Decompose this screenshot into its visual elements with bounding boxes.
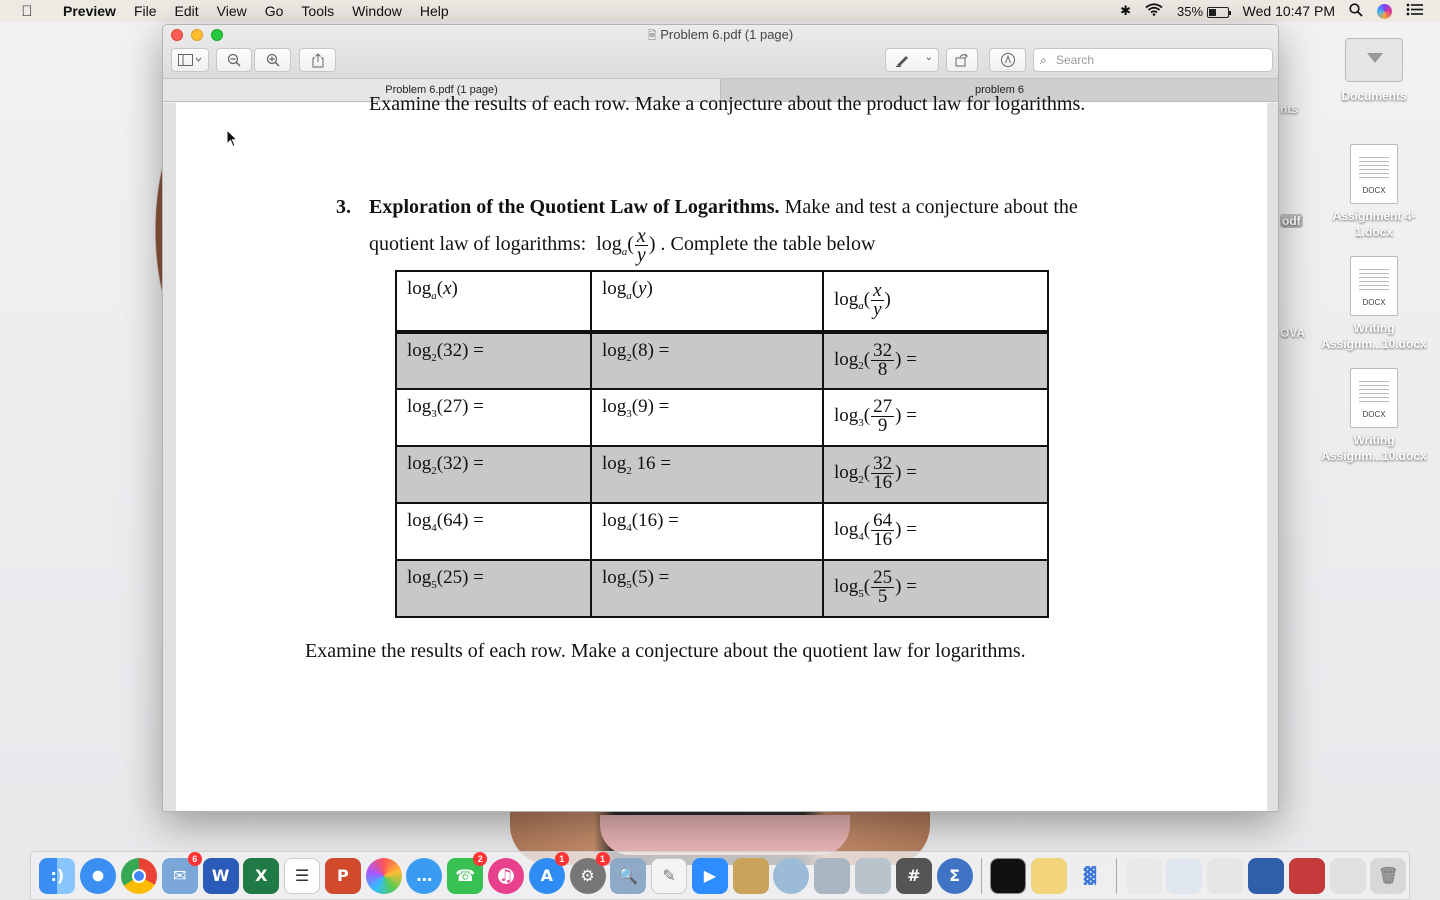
docx-file-icon <box>1350 368 1398 428</box>
markup-pen-button[interactable] <box>885 48 939 72</box>
menu-clock[interactable]: Wed 10:47 PM <box>1242 3 1335 19</box>
zoom-app-icon[interactable]: ▶ <box>692 858 728 894</box>
table-cell: $\log_4(64)$ = <box>396 503 591 560</box>
menu-app-name[interactable]: Preview <box>63 3 116 19</box>
table-cell: $\log_2(8)$ = <box>591 332 823 389</box>
excel-icon[interactable]: X <box>243 858 279 894</box>
share-button[interactable] <box>299 48 336 72</box>
table-header-cell: $\log_a(x)$ <box>396 271 591 332</box>
notification-center-icon[interactable] <box>1406 3 1424 19</box>
siri-icon[interactable] <box>1377 4 1392 19</box>
printer-icon[interactable] <box>855 858 891 894</box>
messages-icon[interactable]: … <box>406 858 442 894</box>
window-titlebar <box>163 25 1278 79</box>
tab-problem-6[interactable]: problem 6 <box>721 79 1278 101</box>
desktop-file-writing-1[interactable] <box>1319 256 1429 352</box>
table-row <box>396 560 1048 617</box>
table-row <box>396 503 1048 560</box>
examine-instruction: Examine the results of each row. Make a conjecture about the quotient law for logarithms. <box>305 640 1026 662</box>
zoom-in-icon <box>266 53 280 67</box>
menu-tools[interactable]: Tools <box>301 3 335 19</box>
grapher-icon[interactable]: Σ <box>937 858 973 894</box>
photos-icon[interactable] <box>366 858 402 894</box>
table-cell: $\log_3$( $\frac{27}{9}$ ) = <box>823 389 1048 446</box>
desktop-icon-label: Writing Assignm...10.docx <box>1321 433 1427 463</box>
table-cell: $\log_2$( $\frac{32}{16}$ ) = <box>823 446 1048 503</box>
sidebar-toggle-button[interactable] <box>171 48 209 72</box>
terminal-icon[interactable] <box>990 858 1026 894</box>
desktop-file-writing-2[interactable] <box>1319 368 1429 464</box>
menu-go[interactable]: Go <box>264 3 284 19</box>
mouse-cursor-icon <box>226 129 238 153</box>
zoom-in-button[interactable] <box>254 48 291 72</box>
chevron-down-icon[interactable]: ⌄ <box>924 52 933 63</box>
table-cell: $\log_3(27)$ = <box>396 389 591 446</box>
table-row <box>396 446 1048 503</box>
question-text: quotient law of logarithms: <box>369 233 587 255</box>
share-icon <box>312 53 324 68</box>
desktop-icon-label: Writing Assignm...10.docx <box>1321 321 1427 351</box>
table-cell: $\log_3(9)$ = <box>591 389 823 446</box>
powerpoint-icon[interactable]: P <box>325 858 361 894</box>
table-header-cell: $\log_a(y)$ <box>591 271 823 332</box>
menu-view[interactable]: View <box>216 3 247 19</box>
numbers-chart-icon[interactable]: ▓ <box>1072 858 1108 894</box>
file-type-badge: DOCX <box>1362 410 1386 419</box>
question-number: 3. <box>336 196 351 218</box>
table-row <box>396 332 1048 389</box>
downloads-stack-icon[interactable] <box>1126 858 1162 894</box>
table-cell: $\log_4(16)$ = <box>591 503 823 560</box>
sidebar-icon <box>178 54 202 66</box>
calendar-stack-icon[interactable] <box>1248 858 1284 894</box>
network-utility-icon[interactable] <box>773 858 809 894</box>
question-text: . Complete the table below <box>660 233 876 255</box>
document-view[interactable] <box>163 93 1278 811</box>
desktop-partial-label: OVA <box>1280 326 1306 340</box>
question-3: 3. Exploration of the Quotient Law of Logarithms. Make and test a conjecture about the quotient law of logarithms: $\log_a$( $\frac{x}{y}$ ) . Complete the table below <box>336 189 1136 266</box>
battery-icon <box>1207 7 1229 18</box>
system-preferences-icon[interactable]: ⚙ 1 <box>570 858 606 894</box>
safari-icon[interactable] <box>80 858 116 894</box>
desktop-file-assignment[interactable] <box>1319 144 1429 240</box>
window-title-text: Problem 6.pdf (1 page) <box>660 27 794 42</box>
apple-menu-icon[interactable] <box>0 3 54 20</box>
facetime-icon[interactable]: ☎ 2 <box>447 858 483 894</box>
prefs-badge: 1 <box>596 852 610 866</box>
mail-badge: 6 <box>188 852 202 866</box>
tab-problem-6-pdf[interactable]: Problem 6.pdf (1 page) <box>163 79 721 101</box>
markup-icon <box>1000 52 1016 68</box>
question-text: Make and test a conjecture about the <box>779 196 1078 218</box>
recent-stack-icon[interactable] <box>1207 858 1243 894</box>
search-icon: ⌕ <box>1040 53 1047 67</box>
search-input[interactable] <box>1033 48 1273 72</box>
logarithm-table <box>395 270 1049 618</box>
file-sharing-icon[interactable] <box>814 858 850 894</box>
wifi-icon[interactable] <box>1145 3 1163 19</box>
markup-toolbar-button[interactable] <box>989 48 1026 72</box>
menu-edit[interactable]: Edit <box>174 3 199 19</box>
preview-app-icon[interactable]: 🔍 <box>610 858 646 894</box>
menu-help[interactable]: Help <box>419 3 449 19</box>
textedit-icon[interactable]: ✎ <box>651 858 687 894</box>
desktop-documents-folder[interactable] <box>1319 38 1429 104</box>
notebook-icon[interactable] <box>733 858 769 894</box>
table-cell: $\log_5(5)$ = <box>591 560 823 617</box>
docx-file-icon <box>1350 256 1398 316</box>
dock-separator <box>1116 858 1117 894</box>
spotlight-search-icon[interactable] <box>1349 3 1363 20</box>
facetime-badge: 2 <box>473 852 487 866</box>
calculator-icon[interactable]: # <box>896 858 932 894</box>
finder-icon[interactable]: :) <box>39 858 75 894</box>
spreadsheet-stack-icon[interactable] <box>1289 858 1325 894</box>
desktop-partial-label: nts <box>1280 102 1298 116</box>
word-icon[interactable]: W <box>203 858 239 894</box>
menu-file[interactable]: File <box>133 3 157 19</box>
table-cell: $\log_2 16$ = <box>591 446 823 503</box>
battery-status[interactable] <box>1177 4 1229 19</box>
battery-percent: 35% <box>1176 3 1204 19</box>
misc-stack-icon[interactable] <box>1330 858 1366 894</box>
desktop-wallpaper-detail <box>600 815 850 855</box>
dock-separator <box>981 858 982 894</box>
table-row <box>396 389 1048 446</box>
table-cell: $\log_2$( $\frac{32}{8}$ ) = <box>823 332 1048 389</box>
reminders-icon[interactable]: ☰ <box>284 858 320 894</box>
pdf-document-icon: 🗎 <box>647 30 657 42</box>
fraction-x-over-y: $\frac{x}{y}$ <box>636 224 646 266</box>
documents-stack-icon[interactable] <box>1166 858 1202 894</box>
script-editor-icon[interactable] <box>1031 858 1067 894</box>
app-store-badge: 1 <box>555 852 569 866</box>
dock <box>30 851 1410 900</box>
table-cell: $\log_4$( $\frac{64}{16}$ ) = <box>823 503 1048 560</box>
pen-icon <box>895 53 911 67</box>
zoom-out-button[interactable] <box>216 48 252 72</box>
mail-icon[interactable]: ✉ 6 <box>162 858 198 894</box>
table-cell: $\log_2(32)$ = <box>396 332 591 389</box>
bluetooth-icon[interactable]: ✱ <box>1120 3 1131 18</box>
table-header-cell: $\log_a$( $\frac{x}{y}$ ) <box>823 271 1048 332</box>
cut-off-text: Examine the results of each row. Make a conjecture about the product law for logarithms. <box>369 93 1086 115</box>
search-placeholder: Search <box>1056 53 1095 67</box>
table-cell: $\log_5(25)$ = <box>396 560 591 617</box>
app-store-icon[interactable]: A 1 <box>529 858 565 894</box>
table-cell: $\log_5$( $\frac{25}{5}$ ) = <box>823 560 1048 617</box>
pdf-page <box>176 93 1267 812</box>
trash-icon[interactable]: 🗑 <box>1370 858 1406 894</box>
desktop-icon-label: Assignment 4-1.docx <box>1332 209 1416 239</box>
desktop-icon-label: Documents <box>1341 89 1407 103</box>
desktop-partial-label: odf <box>1282 214 1301 228</box>
chrome-icon[interactable] <box>121 858 157 894</box>
window-title <box>163 27 1278 46</box>
file-type-badge: DOCX <box>1362 186 1386 195</box>
file-type-badge: DOCX <box>1362 298 1386 307</box>
rotate-icon <box>954 53 970 67</box>
itunes-icon[interactable]: ♫ <box>488 858 524 894</box>
menu-bar <box>0 0 1440 22</box>
question-title: Exploration of the Quotient Law of Logarithms. <box>369 196 780 218</box>
table-header-row <box>396 271 1048 332</box>
docx-file-icon <box>1350 144 1398 204</box>
preview-window <box>162 24 1279 812</box>
menu-window[interactable]: Window <box>352 3 402 19</box>
rotate-button[interactable] <box>946 48 978 72</box>
zoom-out-icon <box>227 53 241 67</box>
table-cell: $\log_2(32)$ = <box>396 446 591 503</box>
folder-icon <box>1345 38 1403 82</box>
